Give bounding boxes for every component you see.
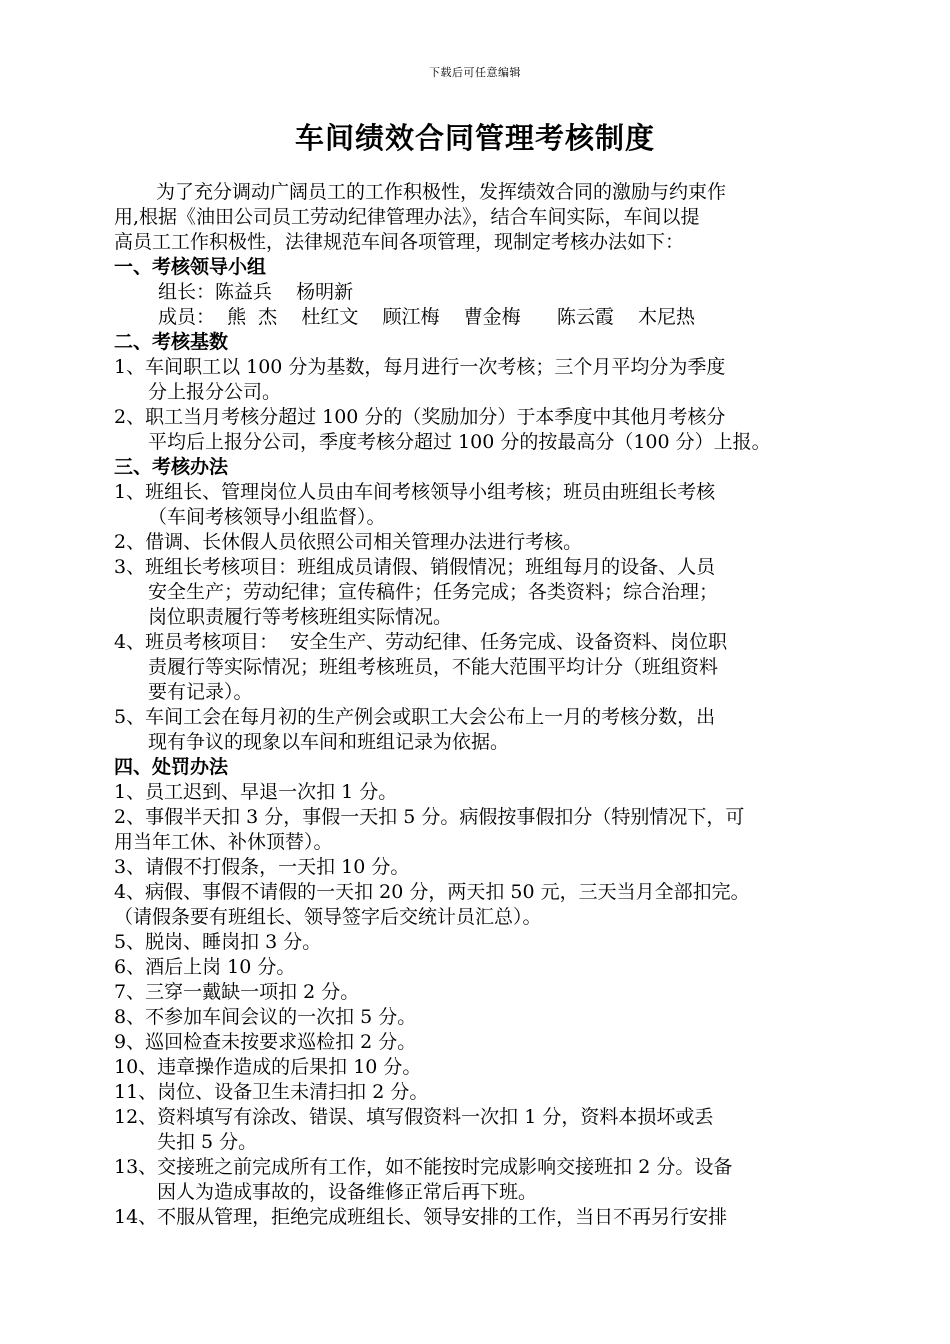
list-item-cont: 要有记录）。	[148, 681, 253, 703]
section-heading-base-score: 二、考核基数	[114, 331, 229, 353]
list-item: 3、班组长考核项目：班组成员请假、销假情况；班组每月的设备、人员	[114, 556, 716, 578]
penalty-line: 13、交接班之前完成所有工作，如不能按时完成影响交接班扣 2 分。设备	[114, 1156, 733, 1178]
penalty-line: 2、事假半天扣 3 分，事假一天扣 5 分。病假按事假扣分（特别情况下，可	[114, 806, 745, 828]
list-item-cont: 现有争议的现象以车间和班组记录为依据。	[148, 731, 510, 753]
penalty-line-cont: 因人为造成事故的，设备维修正常后再下班。	[157, 1181, 538, 1203]
penalty-line: 10、违章操作造成的后果扣 10 分。	[114, 1056, 422, 1078]
penalty-line: 11、岗位、设备卫生未清扫扣 2 分。	[114, 1081, 429, 1103]
intro-line: 高员工工作积极性，法律规范车间各项管理，现制定考核办法如下：	[114, 231, 685, 253]
list-item-cont: 安全生产；劳动纪律；宣传稿件；任务完成；各类资料；综合治理；	[148, 581, 719, 603]
list-item: 5、车间工会在每月初的生产例会或职工大会公布上一月的考核分数，出	[114, 706, 716, 728]
penalty-line: 8、不参加车间会议的一次扣 5 分。	[114, 1006, 417, 1028]
members-line: 成员： 熊 杰 杜红文 顾江梅 曹金梅 陈云霞 木尼热	[158, 306, 696, 328]
penalty-line: 4、病假、事假不请假的一天扣 20 分，两天扣 50 元，三天当月全部扣完。	[114, 881, 750, 903]
list-item-cont: （车间考核领导小组监督）。	[148, 506, 386, 528]
list-item: 4、班员考核项目： 安全生产、劳动纪律、任务完成、设备资料、岗位职	[114, 631, 728, 653]
penalty-line-cont: 失扣 5 分。	[157, 1131, 258, 1153]
penalty-line: 12、资料填写有涂改、错误、填写假资料一次扣 1 分，资料本损坏或丢	[114, 1106, 714, 1128]
penalty-line: 3、请假不打假条，一天扣 10 分。	[114, 856, 410, 878]
document-body	[114, 180, 844, 1230]
intro-line: 为了充分调动广阔员工的工作积极性，发挥绩效合同的激励与约束作	[156, 181, 727, 203]
list-item: 2、职工当月考核分超过 100 分的（奖励加分）于本季度中其他月考核分	[114, 406, 726, 428]
list-item-cont: 分上报分公司。	[148, 381, 282, 403]
penalty-line: 9、巡回检查未按要求巡检扣 2 分。	[114, 1031, 417, 1053]
section-heading-methods: 三、考核办法	[114, 456, 229, 478]
list-item: 2、借调、长休假人员依照公司相关管理办法进行考核。	[114, 531, 583, 553]
penalty-line: 14、不服从管理，拒绝完成班组长、领导安排的工作，当日不再另行安排	[114, 1206, 728, 1228]
page-header-note: 下载后可任意编辑	[429, 66, 521, 79]
intro-line: 用,根据《油田公司员工劳动纪律管理办法》，结合车间实际，车间以提	[114, 206, 700, 228]
section-heading-leadership: 一、考核领导小组	[114, 256, 267, 278]
list-item: 1、班组长、管理岗位人员由车间考核领导小组考核；班员由班组长考核	[114, 481, 716, 503]
list-item-cont: 岗位职责履行等考核班组实际情况。	[148, 606, 453, 628]
document-title: 车间绩效合同管理考核制度	[294, 121, 655, 155]
penalty-line: 6、酒后上岗 10 分。	[114, 956, 296, 978]
penalty-line: （请假条要有班组长、领导签字后交统计员汇总）。	[114, 906, 542, 928]
leader-line: 组长：陈益兵 杨明新	[158, 281, 354, 303]
list-item-cont: 平均后上报分公司，季度考核分超过 100 分的按最高分（100 分）上报。	[148, 431, 771, 453]
penalty-line: 5、脱岗、睡岗扣 3 分。	[114, 931, 322, 953]
penalty-line: 1、员工迟到、早退一次扣 1 分。	[114, 781, 398, 803]
penalty-line: 用当年工休、补休顶替）。	[114, 831, 333, 853]
list-item-cont: 责履行等实际情况；班组考核班员，不能大范围平均计分（班组资料	[148, 656, 719, 678]
section-heading-penalties: 四、处罚办法	[114, 756, 229, 778]
list-item: 1、车间职工以 100 分为基数，每月进行一次考核；三个月平均分为季度	[114, 356, 726, 378]
penalty-line: 7、三穿一戴缺一项扣 2 分。	[114, 981, 360, 1003]
